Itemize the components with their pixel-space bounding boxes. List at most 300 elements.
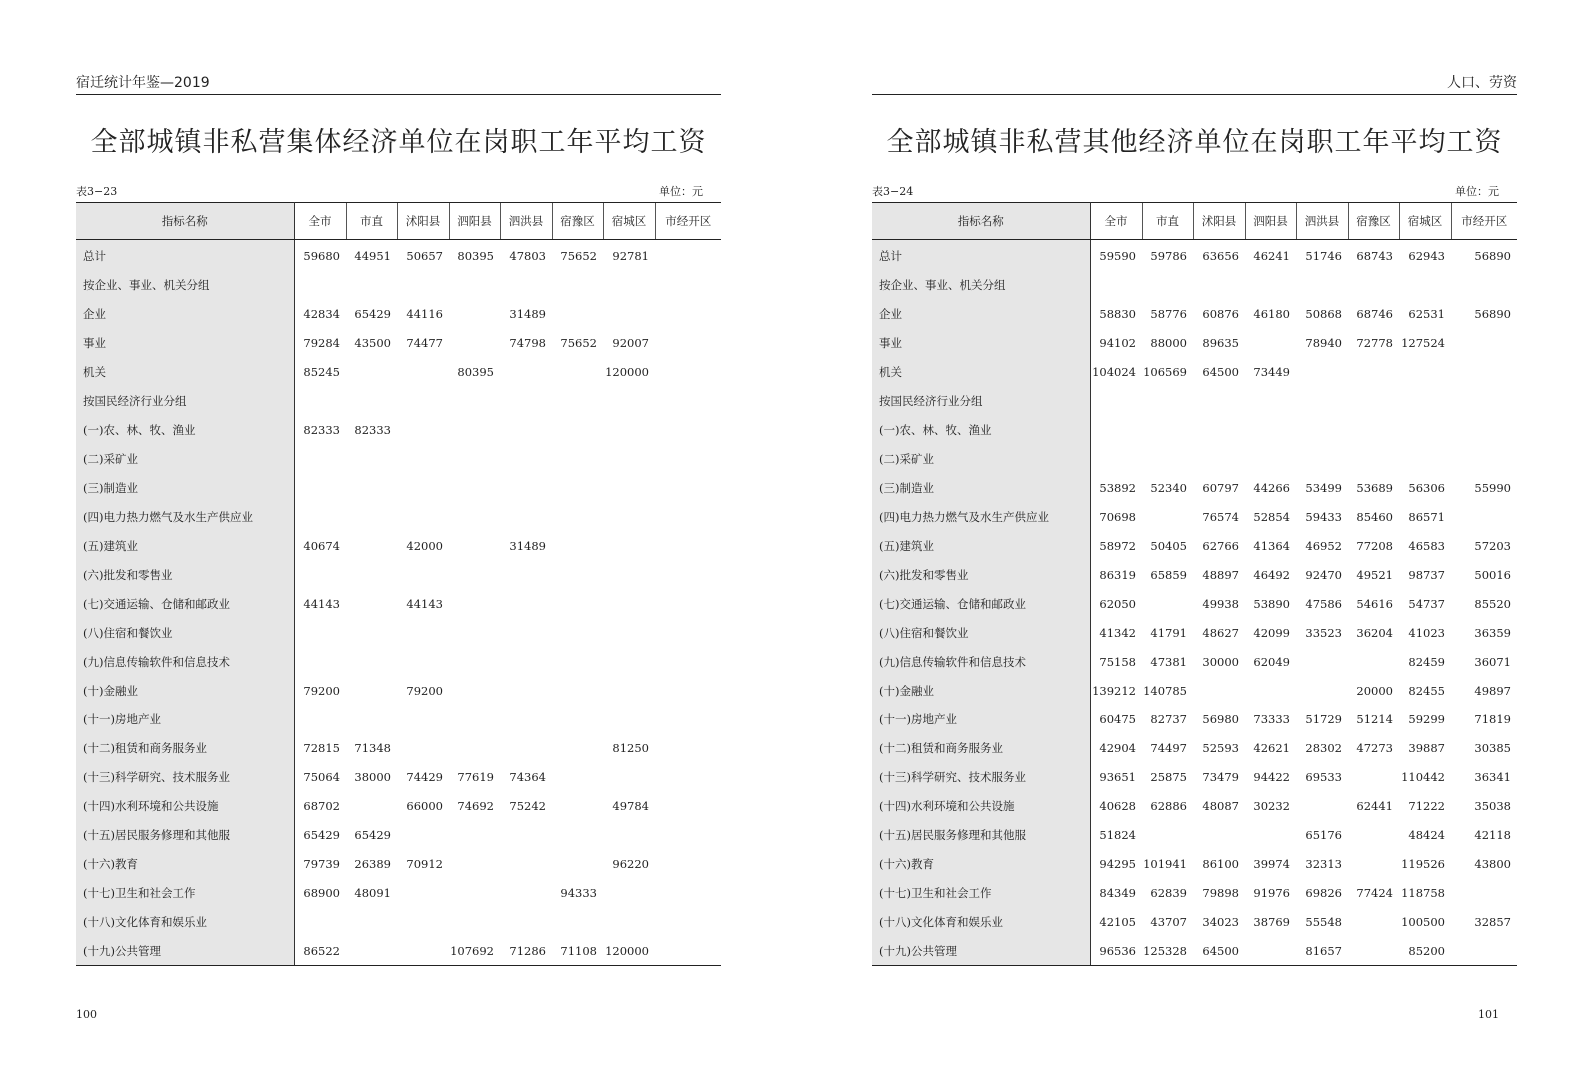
- column-header: 宿豫区: [1348, 203, 1399, 240]
- value-cell: [449, 618, 500, 647]
- value-cell: [449, 474, 500, 503]
- value-cell: 43707: [1150, 915, 1187, 930]
- value-cell: 94422: [1253, 770, 1290, 785]
- value-cell: [552, 560, 603, 589]
- value-cell: [1090, 387, 1142, 416]
- value-cell: [655, 850, 721, 879]
- value-cell: 125328: [1142, 937, 1193, 966]
- value-cell: 51729: [1305, 712, 1342, 727]
- value-cell: [500, 618, 552, 647]
- value-cell: [603, 879, 655, 908]
- value-cell: 65429: [303, 828, 340, 843]
- value-cell: [655, 445, 721, 474]
- value-cell: 41023: [1408, 625, 1445, 640]
- value-cell: 98737: [1408, 567, 1445, 582]
- table-body: [872, 240, 1517, 966]
- table-row: [872, 937, 1517, 966]
- column-header: 泗阳县: [1245, 203, 1296, 240]
- value-cell: [346, 474, 397, 503]
- value-cell: [603, 416, 655, 445]
- table-row: [76, 329, 721, 358]
- value-cell: 72778: [1356, 336, 1393, 351]
- value-cell: 92781: [612, 249, 649, 264]
- table-row: [76, 908, 721, 937]
- value-cell: 38769: [1253, 915, 1290, 930]
- value-cell: 53499: [1305, 480, 1342, 495]
- table-row: [872, 763, 1517, 792]
- table-row: [872, 676, 1517, 705]
- row-label: 企业: [76, 300, 294, 329]
- value-cell: 88000: [1150, 336, 1187, 351]
- table-row: [76, 240, 721, 271]
- value-cell: [500, 271, 552, 300]
- row-label: 机关: [76, 358, 294, 387]
- value-cell: 47803: [509, 249, 546, 264]
- table-row: [872, 821, 1517, 850]
- value-cell: 65176: [1305, 828, 1342, 843]
- value-cell: 75652: [560, 336, 597, 351]
- value-cell: 79200: [406, 683, 443, 698]
- table-row: [76, 647, 721, 676]
- row-label: (十四)水利环境和公共设施: [872, 792, 1090, 821]
- row-label: 事业: [76, 329, 294, 358]
- value-cell: 120000: [603, 937, 655, 966]
- value-cell: 51746: [1305, 249, 1342, 264]
- value-cell: 59299: [1408, 712, 1445, 727]
- row-label: (十五)居民服务修理和其他服: [76, 821, 294, 850]
- table-row: [76, 445, 721, 474]
- value-cell: 46952: [1305, 538, 1342, 553]
- column-header: 泗洪县: [500, 203, 552, 240]
- value-cell: [655, 416, 721, 445]
- value-cell: [397, 271, 449, 300]
- value-cell: [449, 271, 500, 300]
- table-row: [76, 271, 721, 300]
- row-label: (十三)科学研究、技术服务业: [76, 763, 294, 792]
- value-cell: [1451, 502, 1517, 531]
- value-cell: [346, 502, 397, 531]
- value-cell: [655, 763, 721, 792]
- value-cell: 41342: [1099, 625, 1136, 640]
- value-cell: [294, 908, 346, 937]
- value-cell: 64500: [1202, 365, 1239, 380]
- value-cell: 82459: [1408, 654, 1445, 669]
- table-meta: [76, 183, 721, 199]
- value-cell: 96220: [612, 857, 649, 872]
- value-cell: 51824: [1099, 828, 1136, 843]
- value-cell: [655, 647, 721, 676]
- table-row: [872, 271, 1517, 300]
- row-label: (十九)公共管理: [872, 937, 1090, 966]
- value-cell: 42105: [1099, 915, 1136, 930]
- value-cell: 52340: [1150, 480, 1187, 495]
- row-label: 按企业、事业、机关分组: [872, 271, 1090, 300]
- table-row: [872, 474, 1517, 503]
- table-body: [76, 240, 721, 966]
- value-cell: [1451, 358, 1517, 387]
- value-cell: 39974: [1253, 857, 1290, 872]
- value-cell: [500, 734, 552, 763]
- value-cell: 74477: [406, 336, 443, 351]
- value-cell: [655, 300, 721, 329]
- row-label: (六)批发和零售业: [872, 560, 1090, 589]
- value-cell: [552, 676, 603, 705]
- value-cell: 49521: [1356, 567, 1393, 582]
- value-cell: 65859: [1150, 567, 1187, 582]
- value-cell: [1296, 358, 1348, 387]
- value-cell: [1399, 416, 1451, 445]
- table-row: [872, 329, 1517, 358]
- value-cell: 55990: [1474, 480, 1511, 495]
- value-cell: 36359: [1474, 625, 1511, 640]
- value-cell: 30000: [1202, 654, 1239, 669]
- column-header: 泗阳县: [449, 203, 500, 240]
- unit-label: 单位：元: [659, 185, 703, 198]
- value-cell: [449, 329, 500, 358]
- value-cell: 86522: [294, 937, 346, 966]
- value-cell: 62050: [1099, 596, 1136, 611]
- value-cell: [552, 358, 603, 387]
- row-label: 企业: [872, 300, 1090, 329]
- value-cell: [1245, 676, 1296, 705]
- row-label: (五)建筑业: [872, 531, 1090, 560]
- column-header: 泗洪县: [1296, 203, 1348, 240]
- value-cell: 71108: [552, 937, 603, 966]
- value-cell: 48424: [1408, 828, 1445, 843]
- value-cell: 120000: [605, 365, 649, 380]
- row-label: (七)交通运输、仓储和邮政业: [76, 589, 294, 618]
- value-cell: [500, 908, 552, 937]
- value-cell: 62886: [1150, 799, 1187, 814]
- value-cell: [655, 879, 721, 908]
- value-cell: [552, 387, 603, 416]
- value-cell: [1348, 271, 1399, 300]
- table-title: 全部城镇非私营其他经济单位在岗职工年平均工资: [886, 127, 1503, 158]
- table-row: [76, 300, 721, 329]
- value-cell: 65429: [354, 828, 391, 843]
- row-label: (十六)教育: [872, 850, 1090, 879]
- row-label: (十九)公共管理: [76, 937, 294, 966]
- value-cell: 56890: [1474, 307, 1511, 322]
- value-cell: 89635: [1202, 336, 1239, 351]
- value-cell: [346, 589, 397, 618]
- value-cell: 96536: [1090, 937, 1142, 966]
- value-cell: 41791: [1150, 625, 1187, 640]
- value-cell: 57203: [1474, 538, 1511, 553]
- value-cell: [603, 271, 655, 300]
- value-cell: 48091: [354, 886, 391, 901]
- value-cell: [655, 589, 721, 618]
- value-cell: [1348, 937, 1399, 966]
- value-cell: 36341: [1474, 770, 1511, 785]
- value-cell: [1296, 445, 1348, 474]
- value-cell: [552, 618, 603, 647]
- value-cell: [294, 387, 346, 416]
- value-cell: [1451, 416, 1517, 445]
- table-row: [76, 358, 721, 387]
- value-cell: 42000: [406, 538, 443, 553]
- value-cell: [552, 763, 603, 792]
- value-cell: 41364: [1253, 538, 1290, 553]
- value-cell: [346, 531, 397, 560]
- value-cell: 42118: [1474, 828, 1511, 843]
- value-cell: [1399, 445, 1451, 474]
- value-cell: 110442: [1401, 770, 1445, 785]
- value-cell: [1193, 416, 1245, 445]
- value-cell: [397, 821, 449, 850]
- value-cell: 72815: [303, 741, 340, 756]
- row-label: (十)金融业: [76, 676, 294, 705]
- value-cell: [397, 734, 449, 763]
- value-cell: 50016: [1474, 567, 1511, 582]
- value-cell: 30232: [1253, 799, 1290, 814]
- value-cell: [1142, 821, 1193, 850]
- value-cell: [1090, 271, 1142, 300]
- row-label: (十一)房地产业: [76, 705, 294, 734]
- value-cell: 60797: [1202, 480, 1239, 495]
- value-cell: [655, 676, 721, 705]
- value-cell: [294, 271, 346, 300]
- value-cell: 82333: [354, 423, 391, 438]
- header-row: [76, 203, 721, 240]
- row-label: 机关: [872, 358, 1090, 387]
- row-label: (十五)居民服务修理和其他服: [872, 821, 1090, 850]
- value-cell: 75064: [303, 770, 340, 785]
- value-cell: 84349: [1099, 886, 1136, 901]
- value-cell: [1348, 416, 1399, 445]
- value-cell: 62531: [1408, 307, 1445, 322]
- value-cell: [449, 531, 500, 560]
- value-cell: 48897: [1202, 567, 1239, 582]
- value-cell: 39887: [1408, 741, 1445, 756]
- value-cell: [655, 705, 721, 734]
- column-header: 宿豫区: [552, 203, 603, 240]
- value-cell: [1348, 445, 1399, 474]
- wage-table: [872, 202, 1517, 966]
- value-cell: 69826: [1305, 886, 1342, 901]
- value-cell: [552, 474, 603, 503]
- unit-label: 单位：元: [1455, 185, 1499, 198]
- value-cell: [603, 647, 655, 676]
- page-number: 100: [76, 1008, 97, 1021]
- value-cell: 68900: [303, 886, 340, 901]
- value-cell: 44266: [1253, 480, 1290, 495]
- value-cell: [449, 647, 500, 676]
- table-meta: [872, 183, 1517, 199]
- row-label: 按企业、事业、机关分组: [76, 271, 294, 300]
- value-cell: [552, 792, 603, 821]
- value-cell: 46583: [1408, 538, 1445, 553]
- value-cell: [346, 937, 397, 966]
- value-cell: [603, 676, 655, 705]
- value-cell: [500, 705, 552, 734]
- value-cell: 46241: [1253, 249, 1290, 264]
- value-cell: 71286: [500, 937, 552, 966]
- value-cell: [655, 734, 721, 763]
- value-cell: [1451, 879, 1517, 908]
- table-row: [872, 502, 1517, 531]
- value-cell: [1296, 792, 1348, 821]
- value-cell: [1142, 445, 1193, 474]
- table-number: 表3−24: [872, 185, 914, 198]
- value-cell: [449, 734, 500, 763]
- value-cell: 32857: [1474, 915, 1511, 930]
- value-cell: [397, 560, 449, 589]
- value-cell: 73449: [1253, 365, 1290, 380]
- value-cell: 77424: [1356, 886, 1393, 901]
- value-cell: [1451, 445, 1517, 474]
- wage-table: [76, 202, 721, 966]
- value-cell: 59680: [303, 249, 340, 264]
- row-label: (十七)卫生和社会工作: [872, 879, 1090, 908]
- value-cell: [500, 647, 552, 676]
- value-cell: 70912: [406, 857, 443, 872]
- value-cell: [449, 502, 500, 531]
- value-cell: 101941: [1143, 857, 1187, 872]
- value-cell: 82455: [1408, 683, 1445, 698]
- table-row: [76, 937, 721, 966]
- row-label: (十一)房地产业: [872, 705, 1090, 734]
- value-cell: [655, 502, 721, 531]
- row-label: (十八)文化体育和娱乐业: [76, 908, 294, 937]
- value-cell: [294, 705, 346, 734]
- row-label: 总计: [76, 240, 294, 271]
- value-cell: [552, 271, 603, 300]
- value-cell: 62839: [1150, 886, 1187, 901]
- value-cell: 74798: [509, 336, 546, 351]
- value-cell: [1142, 387, 1193, 416]
- value-cell: 53689: [1356, 480, 1393, 495]
- value-cell: [500, 387, 552, 416]
- value-cell: [397, 705, 449, 734]
- value-cell: 74692: [457, 799, 494, 814]
- table-row: [76, 676, 721, 705]
- value-cell: [449, 821, 500, 850]
- value-cell: [346, 560, 397, 589]
- table-row: [76, 763, 721, 792]
- value-cell: 46180: [1253, 307, 1290, 322]
- value-cell: 26389: [354, 857, 391, 872]
- value-cell: 64500: [1193, 937, 1245, 966]
- value-cell: [346, 792, 397, 821]
- value-cell: [449, 879, 500, 908]
- value-cell: 50405: [1150, 538, 1187, 553]
- value-cell: [397, 908, 449, 937]
- value-cell: 36204: [1356, 625, 1393, 640]
- value-cell: 85245: [303, 365, 340, 380]
- value-cell: [1451, 329, 1517, 358]
- value-cell: 79739: [303, 857, 340, 872]
- value-cell: [655, 908, 721, 937]
- value-cell: [397, 416, 449, 445]
- row-label: (十二)租赁和商务服务业: [872, 734, 1090, 763]
- value-cell: [603, 474, 655, 503]
- value-cell: [1451, 937, 1517, 966]
- value-cell: 42621: [1253, 741, 1290, 756]
- table-row: [76, 792, 721, 821]
- value-cell: [1296, 271, 1348, 300]
- value-cell: [1142, 589, 1193, 618]
- row-label: (十二)租赁和商务服务业: [76, 734, 294, 763]
- value-cell: [1090, 445, 1142, 474]
- value-cell: 118758: [1401, 886, 1445, 901]
- value-cell: [552, 502, 603, 531]
- value-cell: 50868: [1305, 307, 1342, 322]
- value-cell: 58830: [1099, 307, 1136, 322]
- value-cell: 62766: [1202, 538, 1239, 553]
- value-cell: 53892: [1099, 480, 1136, 495]
- value-cell: 34023: [1202, 915, 1239, 930]
- value-cell: [500, 416, 552, 445]
- value-cell: 80395: [457, 249, 494, 264]
- value-cell: 44116: [406, 307, 443, 322]
- value-cell: [655, 821, 721, 850]
- column-header: 全市: [1090, 203, 1142, 240]
- row-label: (十四)水利环境和公共设施: [76, 792, 294, 821]
- table-row: [76, 850, 721, 879]
- row-label: (九)信息传输软件和信息技术: [872, 647, 1090, 676]
- row-label: (五)建筑业: [76, 531, 294, 560]
- table-row: [872, 560, 1517, 589]
- value-cell: 54737: [1408, 596, 1445, 611]
- row-label: 事业: [872, 329, 1090, 358]
- value-cell: [346, 445, 397, 474]
- row-label: (四)电力热力燃气及水生产供应业: [872, 502, 1090, 531]
- value-cell: [552, 850, 603, 879]
- value-cell: 86100: [1202, 857, 1239, 872]
- column-header: 沭阳县: [1193, 203, 1245, 240]
- table-row: [76, 618, 721, 647]
- column-header: 市经开区: [1451, 203, 1517, 240]
- value-cell: 70698: [1099, 509, 1136, 524]
- value-cell: [552, 908, 603, 937]
- value-cell: [346, 387, 397, 416]
- value-cell: 75652: [560, 249, 597, 264]
- value-cell: 71819: [1474, 712, 1511, 727]
- table-row: [76, 879, 721, 908]
- value-cell: 60475: [1099, 712, 1136, 727]
- table-row: [872, 445, 1517, 474]
- table-row: [76, 560, 721, 589]
- row-label: (十七)卫生和社会工作: [76, 879, 294, 908]
- table-row: [872, 416, 1517, 445]
- value-cell: [603, 763, 655, 792]
- value-cell: [449, 560, 500, 589]
- page-number: 101: [1478, 1008, 1499, 1021]
- value-cell: [603, 560, 655, 589]
- value-cell: 62943: [1408, 249, 1445, 264]
- value-cell: 54616: [1356, 596, 1393, 611]
- value-cell: [655, 474, 721, 503]
- table-row: [872, 387, 1517, 416]
- value-cell: [655, 937, 721, 966]
- value-cell: [603, 387, 655, 416]
- table-row: [872, 734, 1517, 763]
- value-cell: 53890: [1253, 596, 1290, 611]
- value-cell: 94102: [1099, 336, 1136, 351]
- value-cell: 81250: [612, 741, 649, 756]
- value-cell: [1245, 937, 1296, 966]
- value-cell: [449, 705, 500, 734]
- value-cell: 31489: [509, 307, 546, 322]
- value-cell: 48627: [1202, 625, 1239, 640]
- value-cell: [449, 908, 500, 937]
- value-cell: [500, 821, 552, 850]
- value-cell: 44143: [406, 596, 443, 611]
- value-cell: 77619: [457, 770, 494, 785]
- value-cell: [1296, 676, 1348, 705]
- value-cell: 74364: [509, 770, 546, 785]
